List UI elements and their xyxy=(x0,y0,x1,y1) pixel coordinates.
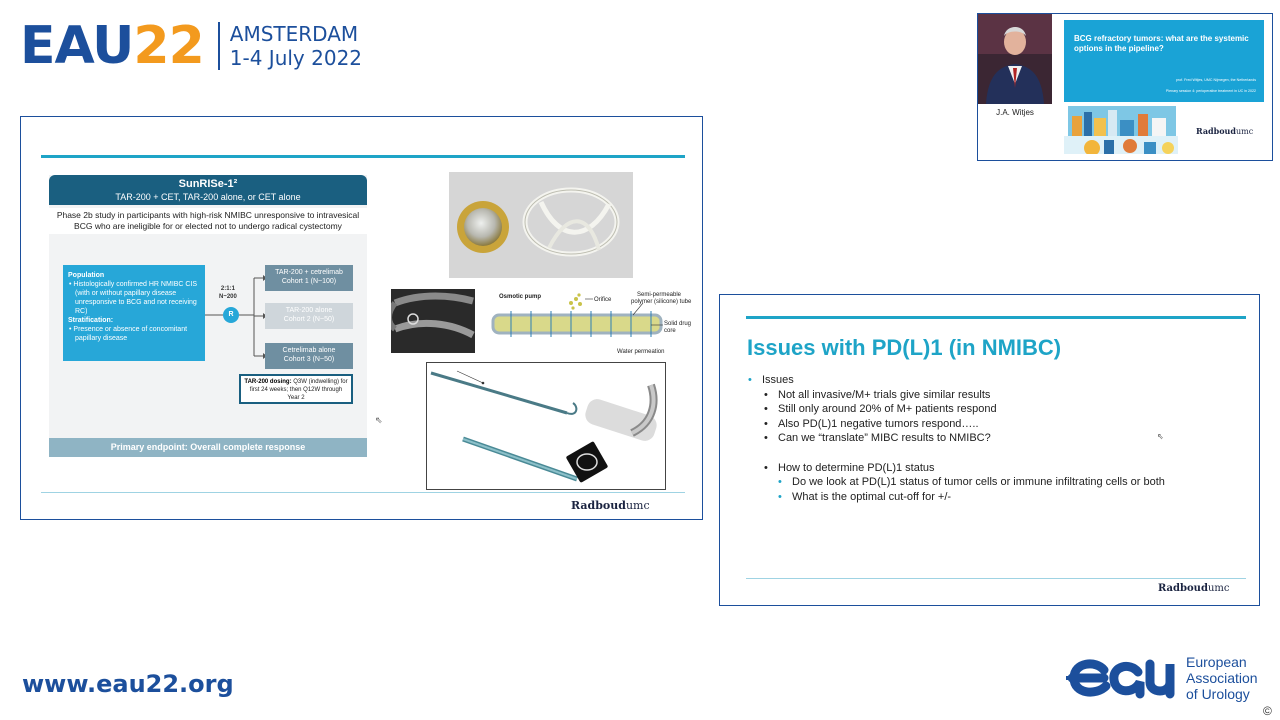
catheter-device-photo xyxy=(426,362,666,490)
pump-photo xyxy=(391,289,475,353)
speaker-figure xyxy=(978,14,1052,104)
mini-city-illustration xyxy=(1068,106,1176,138)
event-website-link[interactable]: www.eau22.org xyxy=(22,670,234,698)
slide-top-rule xyxy=(746,316,1246,319)
primary-endpoint-bar: Primary endpoint: Overall complete response xyxy=(49,438,367,457)
brand-year-text: 22 xyxy=(133,16,204,76)
bullet-level2: • Still only around 20% of M+ patients respond xyxy=(748,402,1165,417)
pump-core-label-2: core xyxy=(664,328,676,334)
slide-bottom-rule xyxy=(746,578,1246,579)
slide-left-sunrise xyxy=(20,116,703,520)
brand-eau-text: EAU xyxy=(20,16,134,76)
pump-core-label-1: Solid drug xyxy=(664,321,692,327)
mini-radboud-logo: Radboudumc xyxy=(1196,126,1254,136)
pump-schematic xyxy=(481,289,701,357)
randomization-marker: R xyxy=(223,307,239,323)
randomization-ratio: 2:1:1 N~200 xyxy=(219,286,237,300)
bullet-level3: • Do we look at PD(L)1 status of tumor cells or immune infiltrating cells or both xyxy=(748,475,1165,490)
arm-cohort-2: TAR-200 alone Cohort 2 (N~50) xyxy=(265,303,353,329)
bullet-level1: • Issues xyxy=(748,373,1165,388)
slide-title: Issues with PD(L)1 (in NMIBC) xyxy=(747,335,1062,360)
speaker-video-panel[interactable] xyxy=(977,13,1273,161)
study-description: Phase 2b study in participants with high-risk NMIBC unresponsive to intravesical BCG who are ineligible for or elected not to undergo radical cystectomy xyxy=(49,208,367,234)
brand-city: AMSTERDAM xyxy=(229,22,359,46)
slide-bottom-rule xyxy=(41,492,685,493)
bullet-list xyxy=(748,373,1165,504)
speaker-name: J.A. Witjes xyxy=(996,108,1034,117)
pump-orifice-label: Orifice xyxy=(594,297,612,303)
eau-logo-icon xyxy=(1066,652,1176,702)
bullet-level3: • What is the optimal cut-off for +/- xyxy=(748,490,1165,505)
slide-right-issues xyxy=(719,294,1260,606)
pump-water-label: Water permeation xyxy=(617,349,665,355)
device-coin-photo xyxy=(449,172,633,278)
mini-slide-title: BCG refractory tumors: what are the systemic options in the pipeline? xyxy=(1074,34,1249,53)
radboud-logo-right: Radboudumc xyxy=(1158,583,1230,594)
pump-tube-label-1: Semi-permeable xyxy=(637,292,682,298)
slide-top-rule xyxy=(41,155,685,158)
event-brand xyxy=(20,18,362,74)
bullet-level2: • Can we “translate” MIBC results to NMIBC? xyxy=(748,431,1165,446)
catheter-image xyxy=(427,363,665,489)
mouse-cursor-icon: ⇖ xyxy=(1157,432,1164,441)
pump-title: Osmotic pump xyxy=(499,294,542,300)
pump-coil-image xyxy=(391,289,475,353)
bullet-level2: • Not all invasive/M+ trials give similar results xyxy=(748,388,1165,403)
bullet-level2: • How to determine PD(L)1 status xyxy=(748,461,1165,476)
mini-slide-session: Plenary session 4: perioperative treatment in UC in 2022 xyxy=(1165,89,1256,93)
bullet-spacer xyxy=(748,446,1165,461)
mini-slide-header xyxy=(1064,20,1264,102)
coin-device-image xyxy=(449,172,633,278)
arm-cohort-3: Cetrelimab alone Cohort 3 (N~50) xyxy=(265,343,353,369)
brand-divider xyxy=(218,22,220,70)
copyright-icon: © xyxy=(1263,704,1272,718)
mini-slide-author: prof. Fred Witjes, UMC Nijmegen, the Netherlands xyxy=(1175,78,1256,82)
stratification-text: • Presence or absence of concomitant papillary disease xyxy=(69,326,188,342)
eau-organization-name: European Association of Urology xyxy=(1186,654,1258,702)
dosing-box: TAR-200 dosing: Q3W (indwelling) for first 24 weeks; then Q12W through Year 2 xyxy=(239,374,353,404)
mouse-cursor-icon: ⇖ xyxy=(375,415,383,425)
bullet-level2: • Also PD(L)1 negative tumors respond….. xyxy=(748,417,1165,432)
population-heading: Population xyxy=(68,272,105,279)
brand-dates: 1-4 July 2022 xyxy=(229,46,363,70)
study-design-panel xyxy=(49,175,367,457)
population-text: • Histologically confirmed HR NMIBC CIS (with or without papillary disease unresponsive to BCG and not receiving RC) xyxy=(69,281,198,315)
arm-cohort-1: TAR-200 + cetrelimab Cohort 1 (N~100) xyxy=(265,265,353,291)
radboud-logo-left: Radboudumc xyxy=(571,499,650,512)
study-subtitle: TAR-200 + CET, TAR-200 alone, or CET alone xyxy=(115,192,301,202)
pump-tube-label-2: polymer (silicone) tube xyxy=(631,299,692,305)
osmotic-pump-diagram xyxy=(481,289,701,357)
brand-location xyxy=(230,22,362,70)
thumbnail-art-strip xyxy=(1064,136,1178,154)
city-illustration-image xyxy=(1068,106,1176,138)
study-title: SunRISe-1² xyxy=(178,178,238,190)
speaker-video xyxy=(978,14,1052,104)
stratification-heading: Stratification: xyxy=(68,317,114,324)
